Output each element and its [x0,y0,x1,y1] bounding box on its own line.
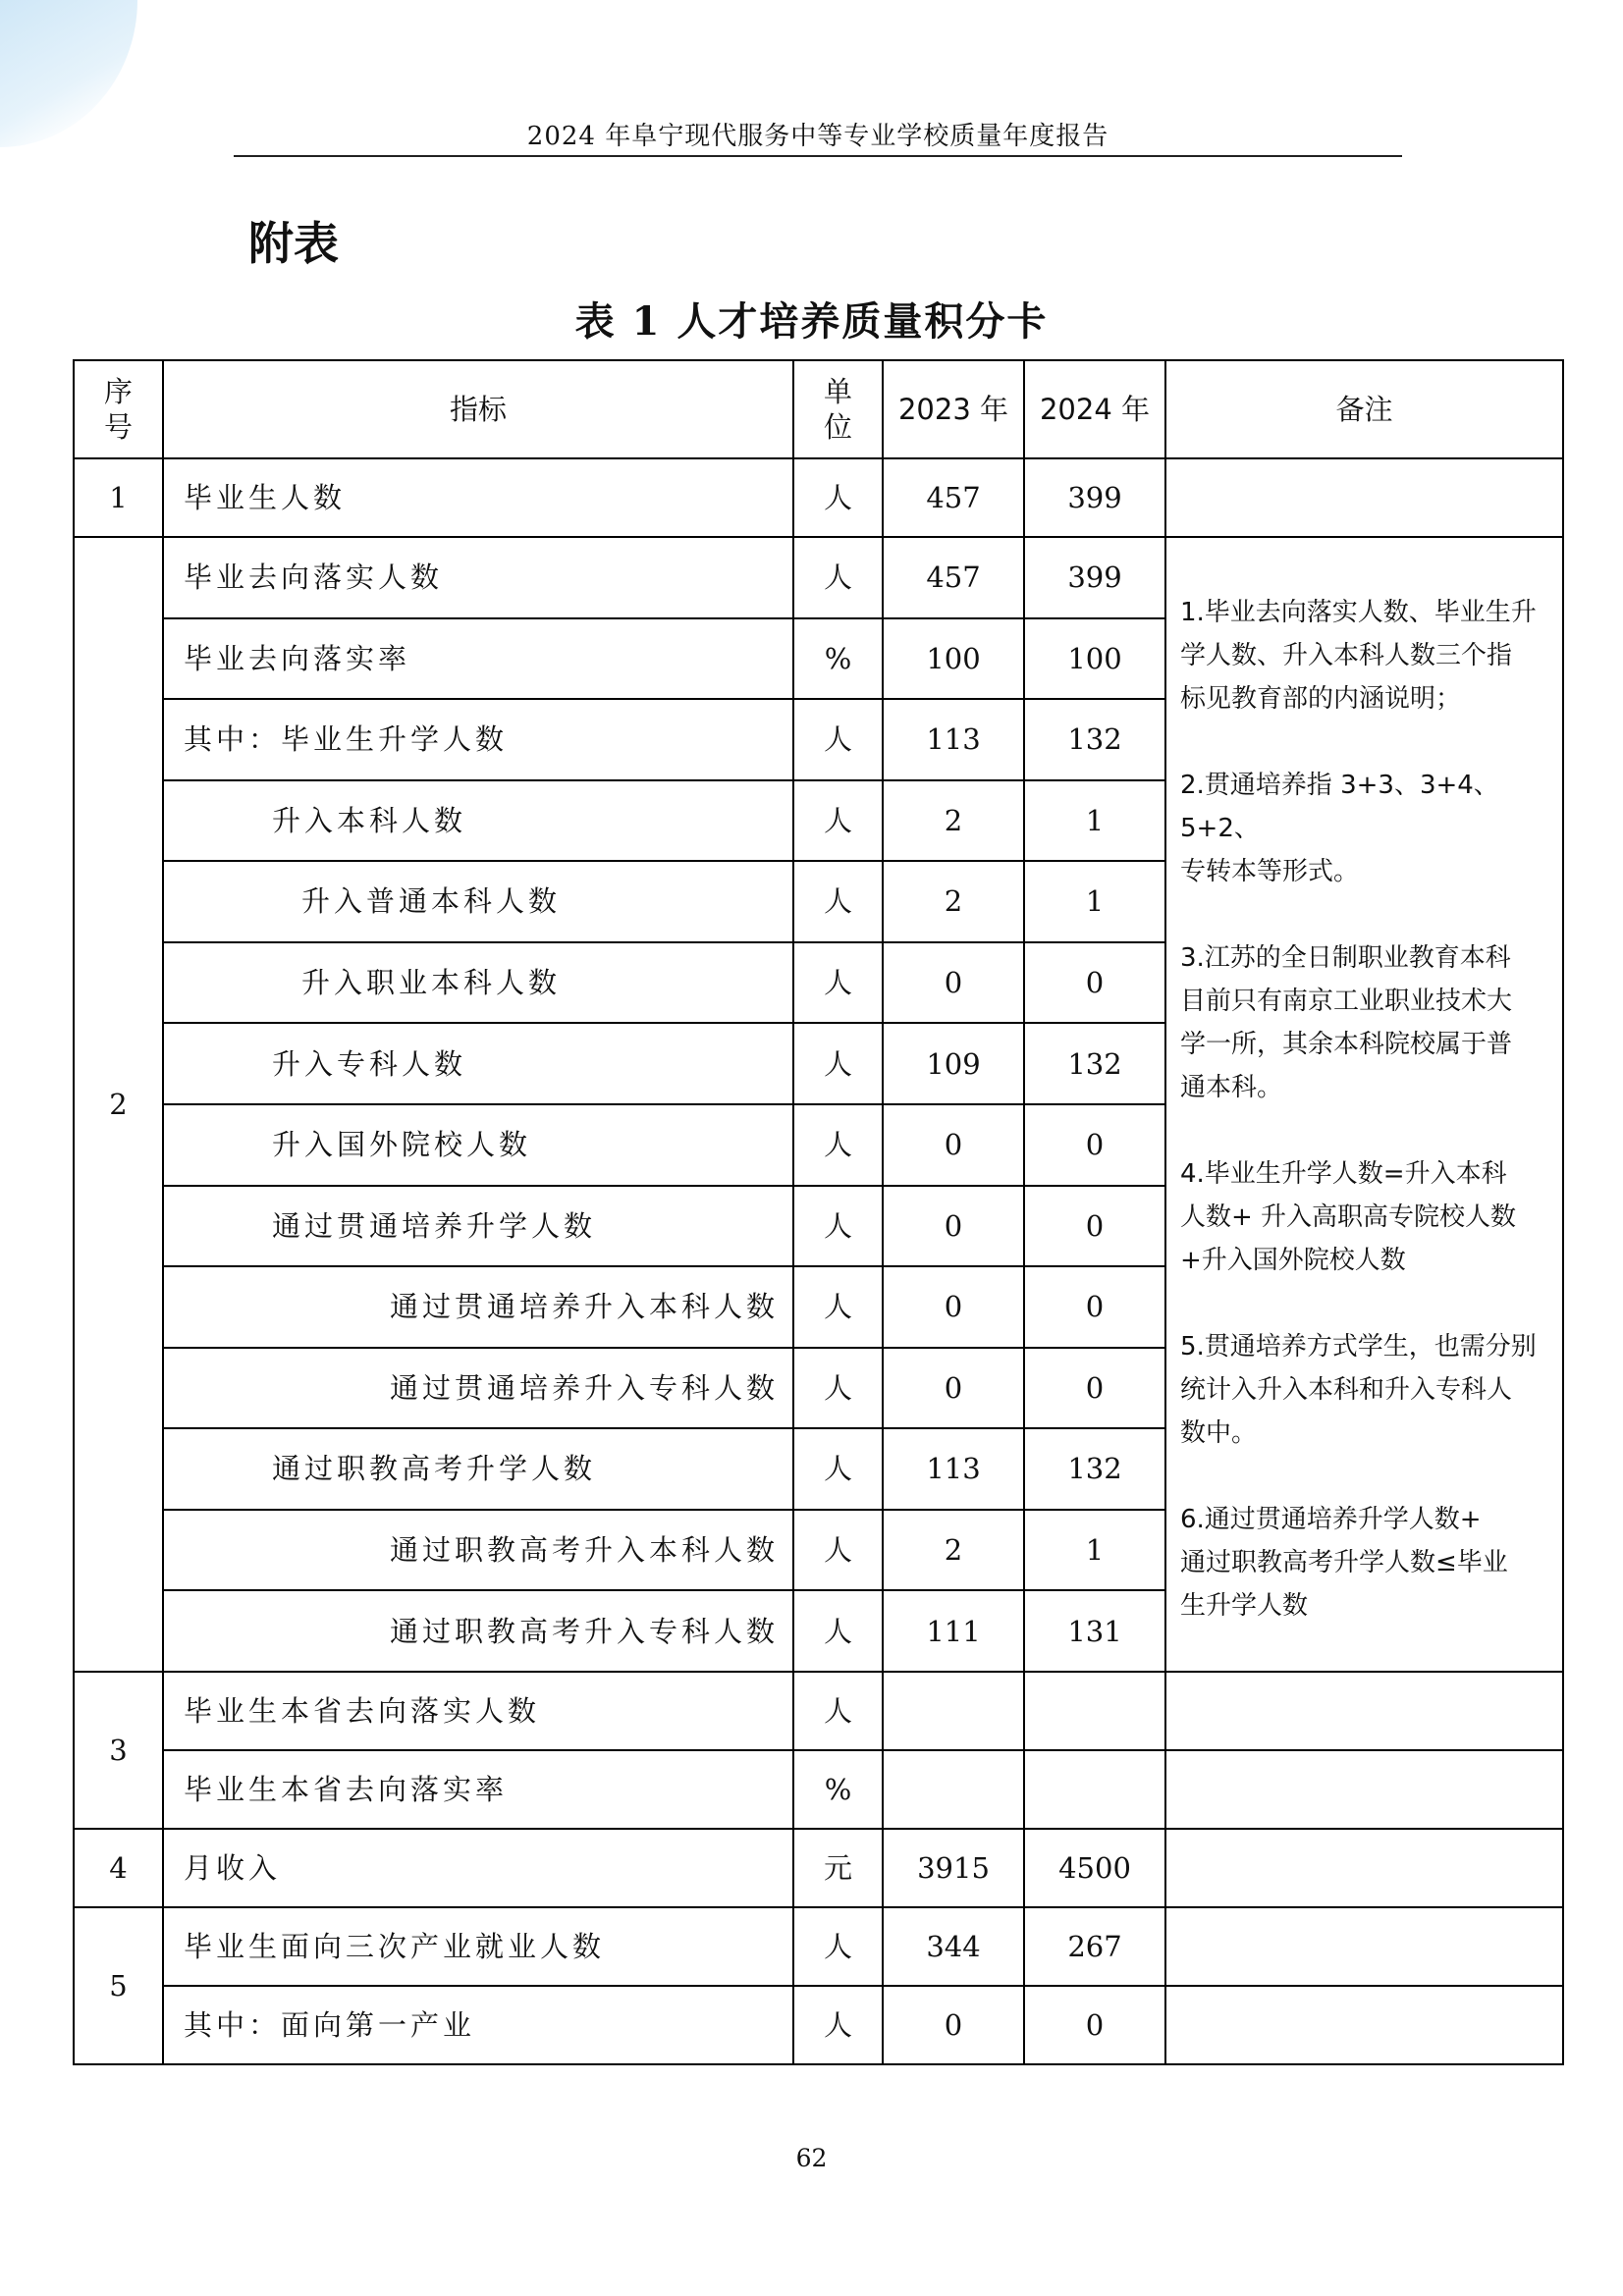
value-2023-cell: 109 [883,1023,1024,1104]
unit-cell: 人 [793,1023,883,1104]
value-2024-cell: 131 [1024,1590,1165,1672]
header-2024: 2024 年 [1024,360,1165,458]
value-2024-cell: 1 [1024,861,1165,942]
value-2023-cell: 3915 [883,1829,1024,1907]
notes-cell [1165,458,1563,537]
value-2024-cell: 399 [1024,458,1165,537]
value-2023-cell: 344 [883,1907,1024,1986]
seq-cell: 3 [74,1672,163,1829]
value-2023-cell: 0 [883,1186,1024,1267]
value-2024-cell: 0 [1024,1186,1165,1267]
indicator-cell: 升入职业本科人数 [163,942,793,1024]
seq-cell: 2 [74,537,163,1672]
unit-cell: 人 [793,1907,883,1986]
value-2023-cell: 457 [883,537,1024,618]
header-notes: 备注 [1165,360,1563,458]
header-rule [234,155,1402,157]
indicator-cell: 升入本科人数 [163,780,793,862]
value-2023-cell: 0 [883,1104,1024,1186]
seq-cell: 5 [74,1907,163,2064]
indicator-cell: 通过职教高考升入专科人数 [163,1590,793,1672]
value-2023-cell: 0 [883,1348,1024,1429]
notes-cell [1165,1672,1563,1750]
note-item: 1.毕业去向落实人数、毕业生升 学人数、升入本科人数三个指 标见教育部的内涵说明； [1180,598,1537,714]
unit-cell: 人 [793,1986,883,2064]
table-row [74,1829,1563,1907]
value-2023-cell: 2 [883,780,1024,862]
value-2023-cell: 2 [883,861,1024,942]
value-2023-cell: 457 [883,458,1024,537]
note-item: 2.贯通培养指 3+3、3+4、5+2、 专转本等形式。 [1180,771,1499,886]
indicator-cell: 升入专科人数 [163,1023,793,1104]
seq-cell: 4 [74,1829,163,1907]
value-2023-cell: 113 [883,1428,1024,1510]
value-2023-cell: 113 [883,699,1024,780]
header-2023: 2023 年 [883,360,1024,458]
note-item: 3.江苏的全日制职业教育本科 目前只有南京工业职业技术大 学一所，其余本科院校属于普 通本科。 [1180,943,1513,1102]
page-number: 62 [795,2144,828,2172]
table-row [74,1672,1563,1750]
value-2023-cell [883,1672,1024,1750]
value-2023-cell: 100 [883,618,1024,700]
unit-cell: 人 [793,1266,883,1348]
unit-cell: 人 [793,699,883,780]
indicator-cell: 毕业生人数 [163,458,793,537]
table-row [74,537,1563,618]
unit-cell: 人 [793,1348,883,1429]
value-2024-cell: 100 [1024,618,1165,700]
score-card-table [73,359,1564,2065]
indicator-cell: 通过贯通培养升入专科人数 [163,1348,793,1429]
unit-cell: 人 [793,1510,883,1591]
table-row [74,458,1563,537]
unit-cell: 人 [793,458,883,537]
indicator-cell: 毕业去向落实率 [163,618,793,700]
value-2024-cell: 132 [1024,1428,1165,1510]
value-2023-cell: 0 [883,1266,1024,1348]
seq-cell: 1 [74,458,163,537]
unit-cell: % [793,618,883,700]
value-2024-cell: 0 [1024,1986,1165,2064]
value-2024-cell: 0 [1024,942,1165,1024]
table-row [74,1986,1563,2064]
section-title: 附表 [248,217,339,270]
table-row [74,1907,1563,1986]
unit-cell: 元 [793,1829,883,1907]
unit-cell: 人 [793,1428,883,1510]
value-2024-cell: 267 [1024,1907,1165,1986]
note-item: 4.毕业生升学人数=升入本科 人数+ 升入高职高专院校人数 +升入国外院校人数 [1180,1159,1517,1275]
note-item: 5.贯通培养方式学生，也需分别 统计入升入本科和升入专科人 数中。 [1180,1332,1537,1448]
indicator-cell: 毕业生本省去向落实人数 [163,1672,793,1750]
value-2024-cell: 1 [1024,780,1165,862]
indicator-cell: 通过职教高考升入本科人数 [163,1510,793,1591]
value-2024-cell: 0 [1024,1348,1165,1429]
value-2023-cell: 0 [883,1986,1024,2064]
indicator-cell: 其中：毕业生升学人数 [163,699,793,780]
indicator-cell: 通过贯通培养升入本科人数 [163,1266,793,1348]
unit-cell: 人 [793,942,883,1024]
unit-cell: % [793,1750,883,1829]
value-2023-cell [883,1750,1024,1829]
notes-cell [1165,1907,1563,1986]
value-2023-cell: 111 [883,1590,1024,1672]
value-2024-cell: 399 [1024,537,1165,618]
indicator-cell: 毕业生本省去向落实率 [163,1750,793,1829]
unit-cell: 人 [793,1590,883,1672]
corner-decoration [0,0,137,147]
value-2024-cell: 132 [1024,1023,1165,1104]
indicator-cell: 毕业生面向三次产业就业人数 [163,1907,793,1986]
value-2024-cell [1024,1672,1165,1750]
header-unit: 单 位 [793,360,883,458]
notes-cell [1165,1829,1563,1907]
unit-cell: 人 [793,1186,883,1267]
indicator-cell: 其中：面向第一产业 [163,1986,793,2064]
value-2024-cell: 4500 [1024,1829,1165,1907]
notes-cell [1165,1750,1563,1829]
indicator-cell: 月收入 [163,1829,793,1907]
unit-cell: 人 [793,1672,883,1750]
value-2024-cell: 0 [1024,1266,1165,1348]
running-header: 2024 年阜宁现代服务中等专业学校质量年度报告 [526,122,1109,151]
value-2024-cell [1024,1750,1165,1829]
table-caption: 表 1 人才培养质量积分卡 [574,298,1049,345]
value-2024-cell: 132 [1024,699,1165,780]
header-indicator: 指标 [163,360,793,458]
value-2023-cell: 0 [883,942,1024,1024]
value-2024-cell: 0 [1024,1104,1165,1186]
unit-cell: 人 [793,537,883,618]
indicator-cell: 升入普通本科人数 [163,861,793,942]
value-2024-cell: 1 [1024,1510,1165,1591]
header-seq: 序 号 [74,360,163,458]
indicator-cell: 通过职教高考升学人数 [163,1428,793,1510]
unit-cell: 人 [793,861,883,942]
table-row [74,1750,1563,1829]
notes-cell [1165,1986,1563,2064]
unit-cell: 人 [793,780,883,862]
value-2023-cell: 2 [883,1510,1024,1591]
indicator-cell: 通过贯通培养升学人数 [163,1186,793,1267]
notes-cell [1165,537,1563,1672]
table-header-row [74,360,1563,458]
note-item: 6.通过贯通培养升学人数+ 通过职教高考升学人数≤毕业 生升学人数 [1180,1505,1508,1621]
unit-cell: 人 [793,1104,883,1186]
indicator-cell: 毕业去向落实人数 [163,537,793,618]
indicator-cell: 升入国外院校人数 [163,1104,793,1186]
